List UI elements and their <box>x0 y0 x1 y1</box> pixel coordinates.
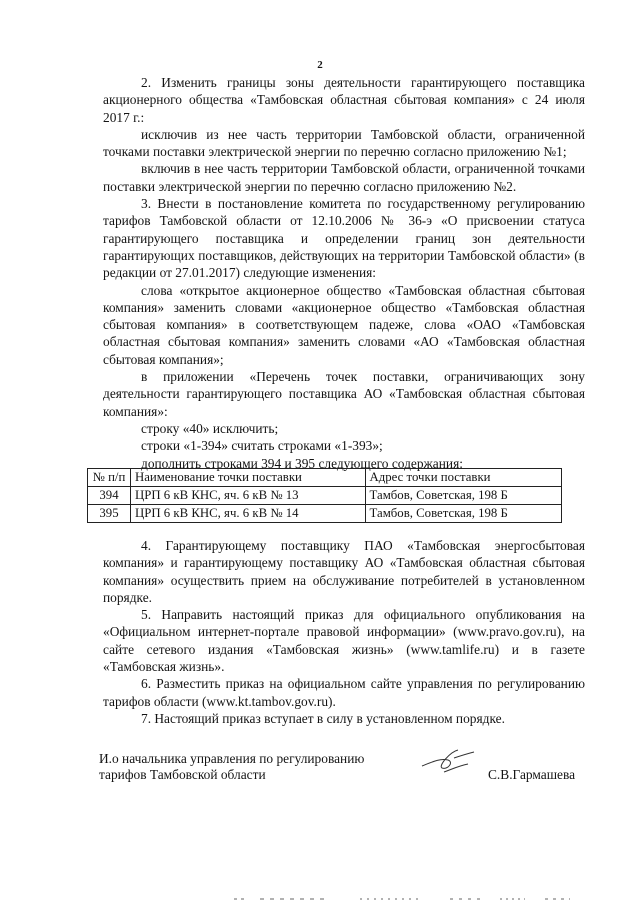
column-header-point-name: Наименование точки поставки <box>131 469 366 487</box>
paragraph: в приложении «Перечень точек поставки, ограничивающих зону деятельности гарантирующего поставщика АО «Тамбовская областная сбытовая компания»: <box>103 369 585 419</box>
table-header-row <box>88 469 562 487</box>
paragraph: 6. Разместить приказ на официальном сайте управления по регулированию тарифов области (www.kt.tambov.gov.ru). <box>103 676 585 709</box>
body-text-bottom <box>103 537 585 727</box>
signatory-position-line-2: тарифов Тамбовской области <box>99 766 266 782</box>
table-row <box>88 505 562 523</box>
row-point-name: ЦРП 6 кВ КНС, яч. 6 кВ № 13 <box>131 487 366 505</box>
delivery-points-table <box>87 468 562 523</box>
table-row <box>88 487 562 505</box>
row-point-name: ЦРП 6 кВ КНС, яч. 6 кВ № 14 <box>131 505 366 523</box>
scan-edge-marks <box>0 885 640 905</box>
column-header-number: № п/п <box>88 469 131 487</box>
paragraph: 2. Изменить границы зоны деятельности гарантирующего поставщика акционерного общества «Тамбовская областная сбытовая компания» с 24 июля 2017 г.: <box>103 75 585 125</box>
signatory-position-line-1: И.о начальника управления по регулированию <box>99 751 365 766</box>
paragraph: дополнить строками 394 и 395 следующего содержания: <box>141 455 463 471</box>
paragraph: 4. Гарантирующему поставщику ПАО «Тамбовская энергосбытовая компания» и гарантирующему поставщику АО «Тамбовская областная сбытовая компания» осуществить прием на обслуживание потребителей в установленном порядке. <box>103 538 585 605</box>
row-address: Тамбов, Советская, 198 Б <box>365 505 561 523</box>
paragraph: 5. Направить настоящий приказ для официального опубликования на «Официальном интернет-портале правовой информации» (www.pravo.gov.ru), на сайте сетевого издания «Тамбовская жизнь» (www.tamlife.ru) и в газете «Тамбовская жизнь». <box>103 607 585 675</box>
page-number: 2 <box>317 59 323 71</box>
signatory-position <box>99 751 364 782</box>
paragraph: строки «1-394» считать строками «1-393»; <box>141 438 383 454</box>
paragraph: строку «40» исключить; <box>141 420 279 436</box>
row-number: 394 <box>88 487 131 505</box>
body-text-top <box>103 74 585 472</box>
paragraph: слова «открытое акционерное общество «Тамбовская областная сбытовая компания» заменить словами «акционерное общество «Тамбовская областная сбытовая компания» в соответствующем падеже, слова «ОАО «Тамбовская областная сбытовая компания» заменить словами «АО «Тамбовская областная сбытовая компания»; <box>103 282 585 367</box>
row-number: 395 <box>88 505 131 523</box>
paragraph: 3. Внести в постановление комитета по государственному регулированию тарифов Тамбовской области от 12.10.2006 № 36-э «О присвоении статуса гарантирующего поставщика и определении границ зон деятельности гарантирующих поставщиков, действующих на территории Тамбовской области» (в редакции от 27.01.2017) следующие изменения: <box>103 196 585 281</box>
paragraph: 7. Настоящий приказ вступает в силу в установленном порядке. <box>141 710 505 726</box>
signatory-name: С.В.Гармашева <box>488 767 576 782</box>
handwritten-signature <box>418 744 478 776</box>
paragraph: исключив из нее часть территории Тамбовской области, ограниченной точками поставки электрической энергии по перечню согласно приложению №1; <box>103 126 585 160</box>
column-header-address: Адрес точки поставки <box>365 469 561 487</box>
row-address: Тамбов, Советская, 198 Б <box>365 487 561 505</box>
paragraph: включив в нее часть территории Тамбовской области, ограниченной точками поставки электрической энергии по перечню согласно приложению №2. <box>103 161 585 194</box>
